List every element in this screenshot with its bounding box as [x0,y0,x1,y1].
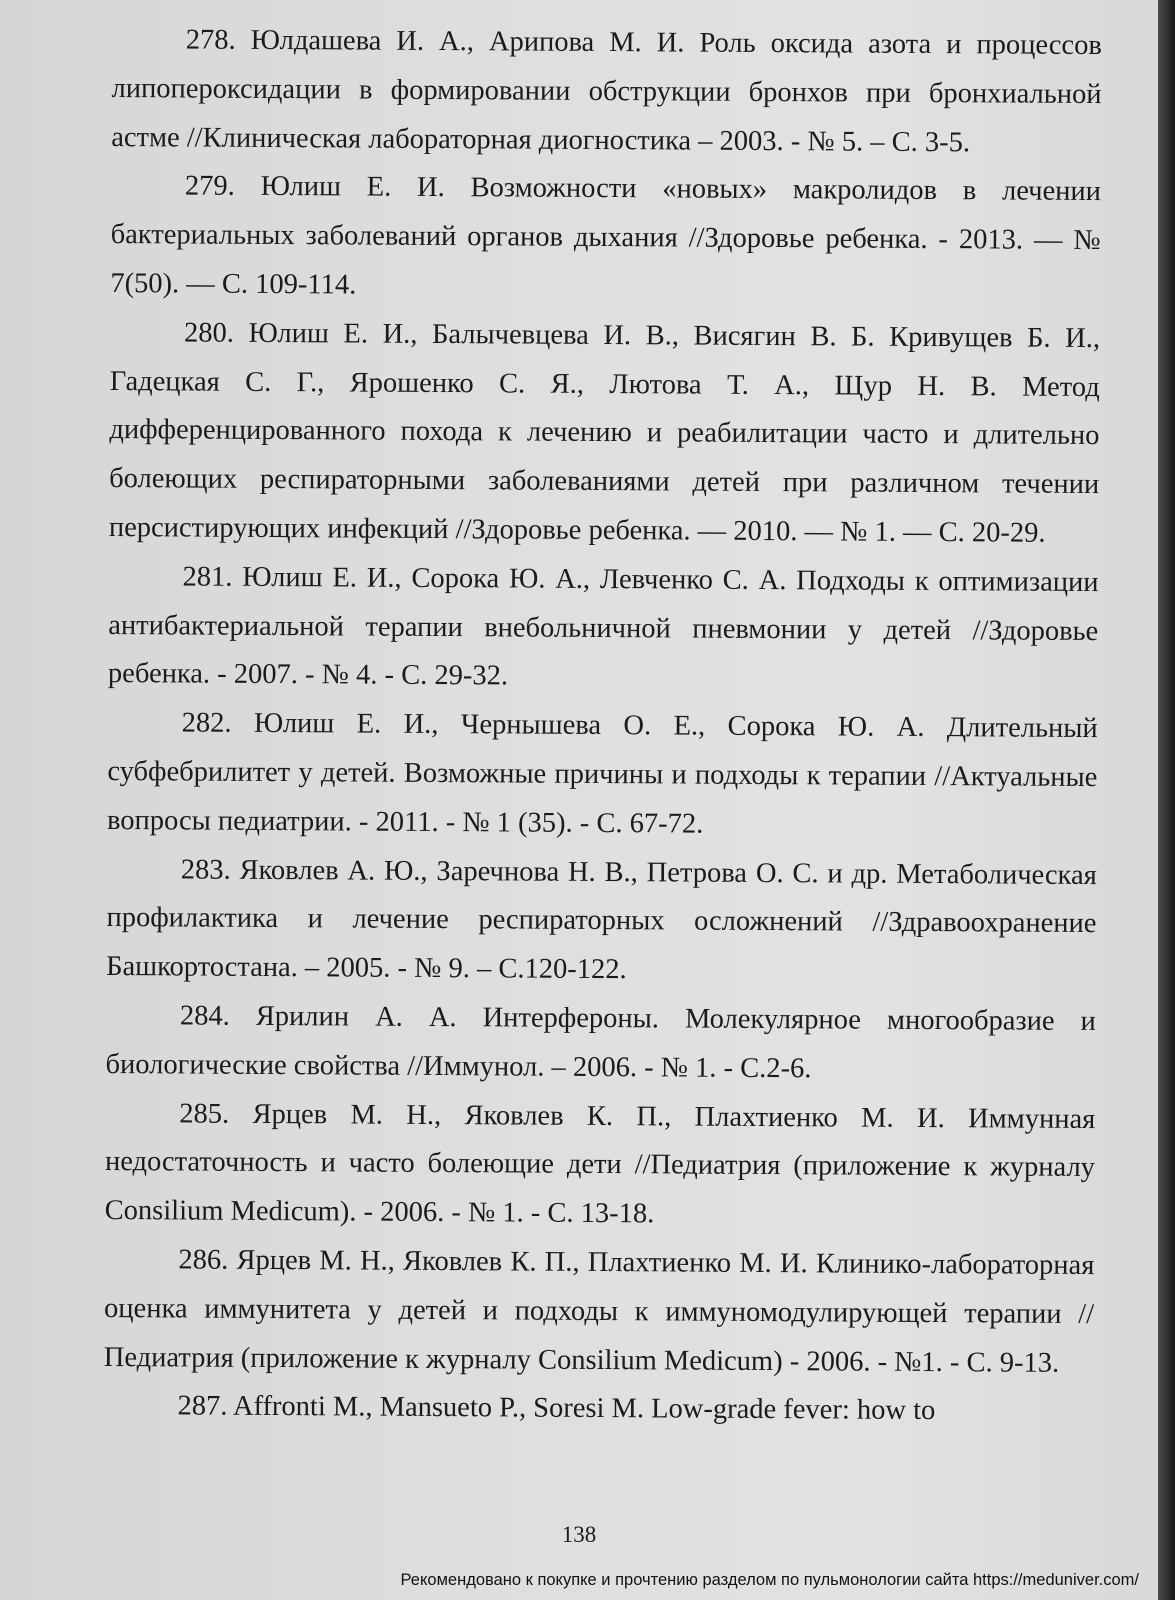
reference-entry-284: 284. Ярилин А. А. Интерфероны. Молекулярное многообразие и биологические свойства //Иммунол. – 2006. - № 1. - С.2-6. [105,1000,1096,1085]
reference-entry-282: 282. Юлиш Е. И., Чернышева О. Е., Сорока Ю. А. Длительный субфебрилитет у детей. Возможные причины и подходы к терапии //Актуальные вопросы педиатрии. - 2011. - № 1 (35). - С. 67-72. [106,707,1098,840]
reference-entry-283: 283. Яковлев А. Ю., Заречнова Н. В., Петрова О. С. и др. Метаболическая профилактика и лечение респираторных осложнений //Здравоохранение Башкортостана. – 2005. - № 9. – С.120-122. [106,853,1097,986]
footer-watermark-text: Рекомендовано к покупке и прочтению разделом по пульмонологии сайта https://meduniver.com/ [400,1571,1139,1589]
page-edge-shadow [1158,0,1175,1600]
reference-entry-286: 286. Ярцев М. Н., Яковлев К. П., Плахтиенко М. И. Клинико-лабораторная оценка иммунитета у детей и подходы к иммуномодулирующей терапии //Педиатрия (приложение к журналу Consilium Medicum) - 2006. - №1. - С. 9-13. [103,1244,1095,1379]
reference-entry-279: 279. Юлиш Е. И. Возможности «новых» макролидов в лечении бактериальных заболеваний органов дыхания //Здоровье ребенка. - 2013. — № 7(50). — С. 109-114. [110,170,1102,301]
reference-entry-285: 285. Ярцев М. Н., Яковлев К. П., Плахтиенко М. И. Иммунная недостаточность и часто болеющие дети //Педиатрия (приложение к журналу Consilium Medicum). - 2006. - № 1. - С. 13-18. [104,1097,1096,1230]
reference-entry-287: 287. Affronti M., Mansueto P., Soresi M. Low-grade fever: how to [177,1390,936,1427]
page-number: 138 [561,1522,597,1547]
reference-entry-281: 281. Юлиш Е. И., Сорока Ю. А., Левченко С. А. Подходы к оптимизации антибактериальной терапии внебольничной пневмонии у детей //Здоровье ребенка. - 2007. - № 4. - С. 29-32. [107,561,1099,692]
reference-list [103,16,1102,1437]
reference-entry-280: 280. Юлиш Е. И., Балычевцева И. В., Висягин В. Б. Кривущев Б. И., Гадецкая С. Г., Ярошенко С. Я., Лютова Т. А., Щур Н. В. Метод дифференцированного похода к лечению и реабилитации часто и длительно болеющих респираторными заболеваниями детей при различном течении персистирующих инфекций //Здоровье ребенка. — 2010. — № 1. — С. 20-29. [108,317,1101,549]
reference-entry-278: 278. Юлдашева И. А., Арипова М. И. Роль оксида азота и процессов липопероксидации в формировании обструкции бронхов при бронхиальной астме //Клиническая лабораторная диогностика – 2003. - № 5. – С. 3-5. [111,24,1102,158]
